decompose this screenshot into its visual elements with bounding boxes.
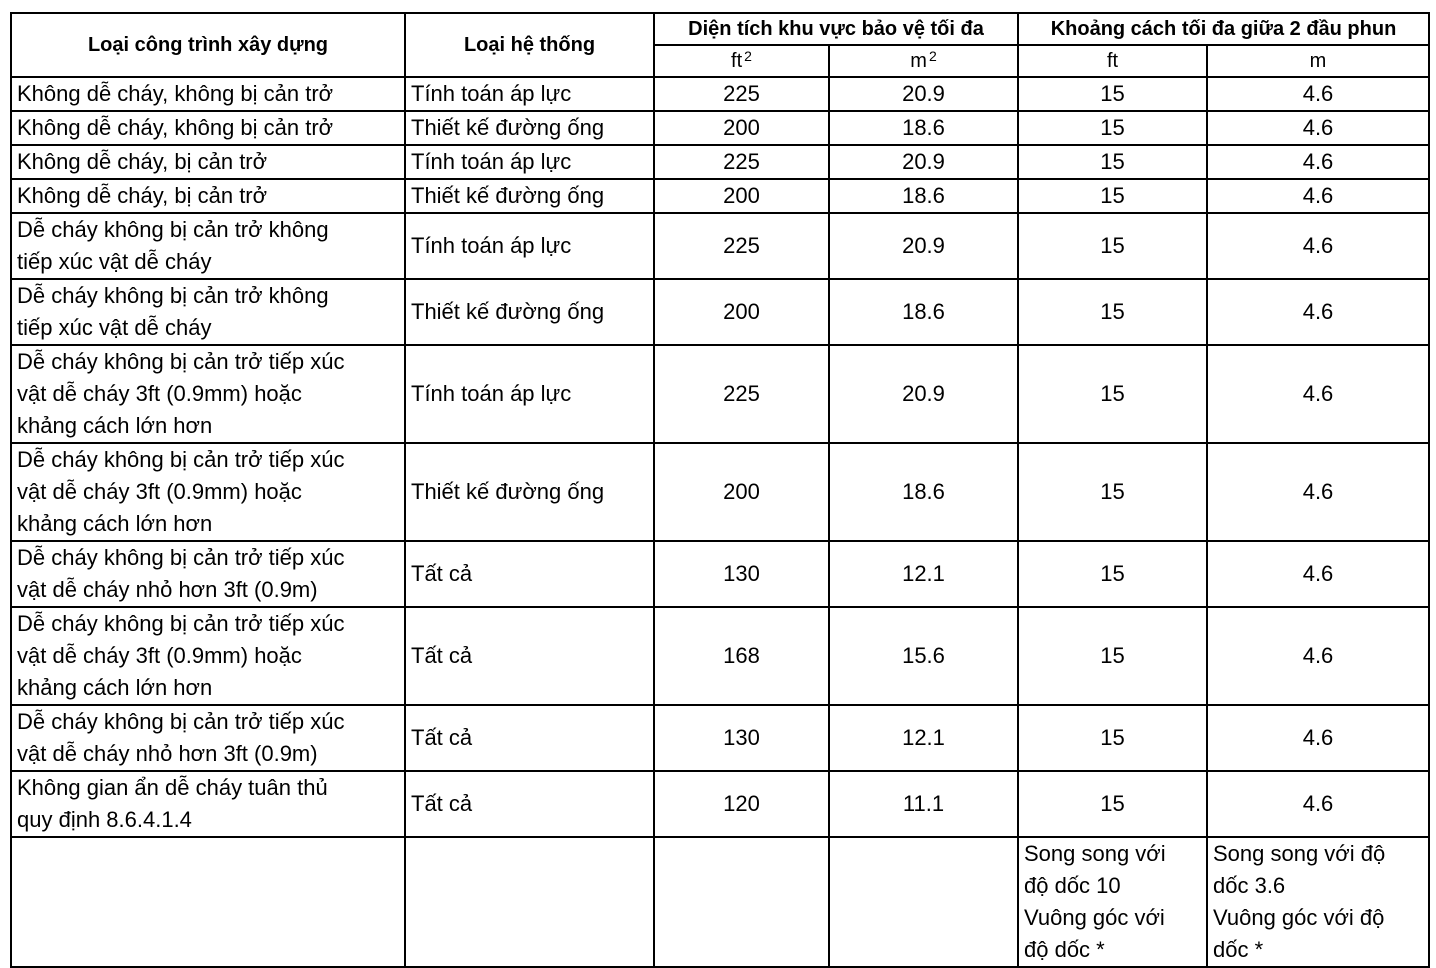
cell-distance-ft: 15 xyxy=(1018,443,1207,541)
cell-building-type-line: khảng cách lớn hơn xyxy=(17,675,213,700)
cell-distance-ft: 15 xyxy=(1018,279,1207,345)
header-unit-m: m xyxy=(1207,45,1429,77)
cell-system-type: Thiết kế đường ống xyxy=(405,443,654,541)
cell-area-ft2: 200 xyxy=(654,179,829,213)
cell-distance-m: 4.6 xyxy=(1207,705,1429,771)
cell-building-type-line: Dễ cháy không bị cản trở tiếp xúc xyxy=(17,611,345,636)
cell-building-type xyxy=(11,279,405,345)
cell-building-type-line: vật dễ cháy 3ft (0.9mm) hoặc xyxy=(17,381,302,406)
cell-building-type-line: vật dễ cháy nhỏ hơn 3ft (0.9m) xyxy=(17,577,318,602)
cell-distance-ft: 15 xyxy=(1018,213,1207,279)
header-unit-ft: ft xyxy=(1018,45,1207,77)
cell-area-ft2: 130 xyxy=(654,705,829,771)
cell-building-type xyxy=(11,345,405,443)
cell-area-m2: 18.6 xyxy=(829,179,1018,213)
cell-area-m2: 12.1 xyxy=(829,541,1018,607)
cell-building-type-line: Không dễ cháy, bị cản trở xyxy=(17,149,268,174)
cell-area-ft2: 200 xyxy=(654,279,829,345)
cell-area-ft2: 225 xyxy=(654,145,829,179)
cell-distance-ft: 15 xyxy=(1018,145,1207,179)
cell-building-type-line: Dễ cháy không bị cản trở tiếp xúc xyxy=(17,349,345,374)
cell-building-type-line: vật dễ cháy 3ft (0.9mm) hoặc xyxy=(17,643,302,668)
cell-building-type-line: Dễ cháy không bị cản trở không xyxy=(17,283,329,308)
cell-area-m2: 18.6 xyxy=(829,279,1018,345)
cell-system-type: Thiết kế đường ống xyxy=(405,179,654,213)
cell-system-type: Thiết kế đường ống xyxy=(405,111,654,145)
cell-distance-m: 4.6 xyxy=(1207,77,1429,111)
cell-area-ft2: 130 xyxy=(654,541,829,607)
cell-system-type: Tính toán áp lực xyxy=(405,345,654,443)
cell-distance-ft: 15 xyxy=(1018,705,1207,771)
table-row xyxy=(11,771,1429,837)
cell-distance-ft: 15 xyxy=(1018,607,1207,705)
empty-cell xyxy=(654,837,829,967)
cell-building-type xyxy=(11,705,405,771)
table-row xyxy=(11,279,1429,345)
footer-note-ft-line: độ dốc 10 xyxy=(1024,873,1121,898)
header-system-type: Loại hệ thống xyxy=(405,13,654,77)
table-row xyxy=(11,345,1429,443)
cell-distance-m: 4.6 xyxy=(1207,213,1429,279)
header-unit-ft2: ft $^2$ xyxy=(654,45,829,77)
table-row xyxy=(11,179,1429,213)
cell-system-type: Tất cả xyxy=(405,771,654,837)
cell-system-type: Thiết kế đường ống xyxy=(405,279,654,345)
cell-system-type: Tất cả xyxy=(405,541,654,607)
cell-building-type xyxy=(11,77,405,111)
cell-building-type xyxy=(11,771,405,837)
cell-distance-ft: 15 xyxy=(1018,77,1207,111)
cell-building-type-line: Không dễ cháy, không bị cản trở xyxy=(17,115,334,140)
cell-distance-m: 4.6 xyxy=(1207,145,1429,179)
cell-distance-m: 4.6 xyxy=(1207,179,1429,213)
footer-note-m-line: dốc * xyxy=(1213,937,1264,962)
cell-building-type-line: Dễ cháy không bị cản trở tiếp xúc xyxy=(17,447,345,472)
table-body xyxy=(11,77,1429,967)
cell-distance-ft: 15 xyxy=(1018,111,1207,145)
cell-building-type-line: quy định 8.6.4.1.4 xyxy=(17,807,192,832)
footer-note-ft-line: Vuông góc với xyxy=(1024,905,1165,930)
table-row xyxy=(11,541,1429,607)
footer-note-m-line: Vuông góc với độ xyxy=(1213,905,1385,930)
table-row xyxy=(11,607,1429,705)
cell-distance-m: 4.6 xyxy=(1207,607,1429,705)
cell-area-m2: 20.9 xyxy=(829,213,1018,279)
empty-cell xyxy=(829,837,1018,967)
cell-building-type xyxy=(11,443,405,541)
cell-building-type-line: tiếp xúc vật dễ cháy xyxy=(17,249,212,274)
table-footer-row xyxy=(11,837,1429,967)
cell-building-type xyxy=(11,179,405,213)
cell-distance-ft: 15 xyxy=(1018,345,1207,443)
sprinkler-spacing-table xyxy=(10,12,1430,968)
header-unit-m2: m $^2$ xyxy=(829,45,1018,77)
table-row xyxy=(11,145,1429,179)
cell-building-type-line: khảng cách lớn hơn xyxy=(17,413,213,438)
table-row xyxy=(11,705,1429,771)
header-max-distance: Khoảng cách tối đa giữa 2 đầu phun xyxy=(1018,13,1429,45)
cell-building-type xyxy=(11,541,405,607)
footer-note-ft xyxy=(1018,837,1207,967)
cell-system-type: Tất cả xyxy=(405,705,654,771)
cell-system-type: Tính toán áp lực xyxy=(405,145,654,179)
footer-note-m-line: dốc 3.6 xyxy=(1213,873,1286,898)
cell-building-type-line: tiếp xúc vật dễ cháy xyxy=(17,315,212,340)
cell-distance-m: 4.6 xyxy=(1207,541,1429,607)
table-row xyxy=(11,111,1429,145)
cell-building-type-line: Dễ cháy không bị cản trở tiếp xúc xyxy=(17,709,345,734)
cell-building-type-line: vật dễ cháy nhỏ hơn 3ft (0.9m) xyxy=(17,741,318,766)
cell-building-type-line: Dễ cháy không bị cản trở không xyxy=(17,217,329,242)
cell-area-ft2: 168 xyxy=(654,607,829,705)
footer-note-m xyxy=(1207,837,1429,967)
table-row xyxy=(11,443,1429,541)
table-row xyxy=(11,213,1429,279)
cell-area-ft2: 225 xyxy=(654,345,829,443)
cell-area-m2: 18.6 xyxy=(829,111,1018,145)
footer-note-ft-line: Song song với xyxy=(1024,841,1166,866)
cell-area-m2: 20.9 xyxy=(829,77,1018,111)
cell-distance-m: 4.6 xyxy=(1207,111,1429,145)
cell-building-type-line: Không dễ cháy, không bị cản trở xyxy=(17,81,334,106)
cell-area-m2: 20.9 xyxy=(829,345,1018,443)
cell-distance-m: 4.6 xyxy=(1207,345,1429,443)
cell-distance-ft: 15 xyxy=(1018,541,1207,607)
header-max-area: Diện tích khu vực bảo vệ tối đa xyxy=(654,13,1018,45)
table-row xyxy=(11,77,1429,111)
cell-distance-m: 4.6 xyxy=(1207,771,1429,837)
cell-area-m2: 15.6 xyxy=(829,607,1018,705)
cell-distance-ft: 15 xyxy=(1018,771,1207,837)
cell-area-ft2: 225 xyxy=(654,77,829,111)
cell-distance-m: 4.6 xyxy=(1207,279,1429,345)
cell-system-type: Tất cả xyxy=(405,607,654,705)
cell-building-type-line: khảng cách lớn hơn xyxy=(17,511,213,536)
cell-distance-ft: 15 xyxy=(1018,179,1207,213)
footer-note-m-line: Song song với độ xyxy=(1213,841,1386,866)
cell-building-type xyxy=(11,607,405,705)
empty-cell xyxy=(405,837,654,967)
cell-area-ft2: 225 xyxy=(654,213,829,279)
cell-building-type-line: Không gian ẩn dễ cháy tuân thủ xyxy=(17,775,328,800)
cell-system-type: Tính toán áp lực xyxy=(405,77,654,111)
cell-area-ft2: 200 xyxy=(654,443,829,541)
cell-building-type xyxy=(11,111,405,145)
cell-area-ft2: 200 xyxy=(654,111,829,145)
cell-area-m2: 12.1 xyxy=(829,705,1018,771)
cell-system-type: Tính toán áp lực xyxy=(405,213,654,279)
empty-cell xyxy=(11,837,405,967)
cell-area-m2: 20.9 xyxy=(829,145,1018,179)
cell-building-type xyxy=(11,213,405,279)
header-building-type: Loại công trình xây dựng xyxy=(11,13,405,77)
cell-building-type-line: vật dễ cháy 3ft (0.9mm) hoặc xyxy=(17,479,302,504)
cell-building-type xyxy=(11,145,405,179)
cell-building-type-line: Không dễ cháy, bị cản trở xyxy=(17,183,268,208)
footer-note-ft-line: độ dốc * xyxy=(1024,937,1105,962)
cell-area-m2: 11.1 xyxy=(829,771,1018,837)
cell-area-m2: 18.6 xyxy=(829,443,1018,541)
cell-building-type-line: Dễ cháy không bị cản trở tiếp xúc xyxy=(17,545,345,570)
cell-distance-m: 4.6 xyxy=(1207,443,1429,541)
cell-area-ft2: 120 xyxy=(654,771,829,837)
